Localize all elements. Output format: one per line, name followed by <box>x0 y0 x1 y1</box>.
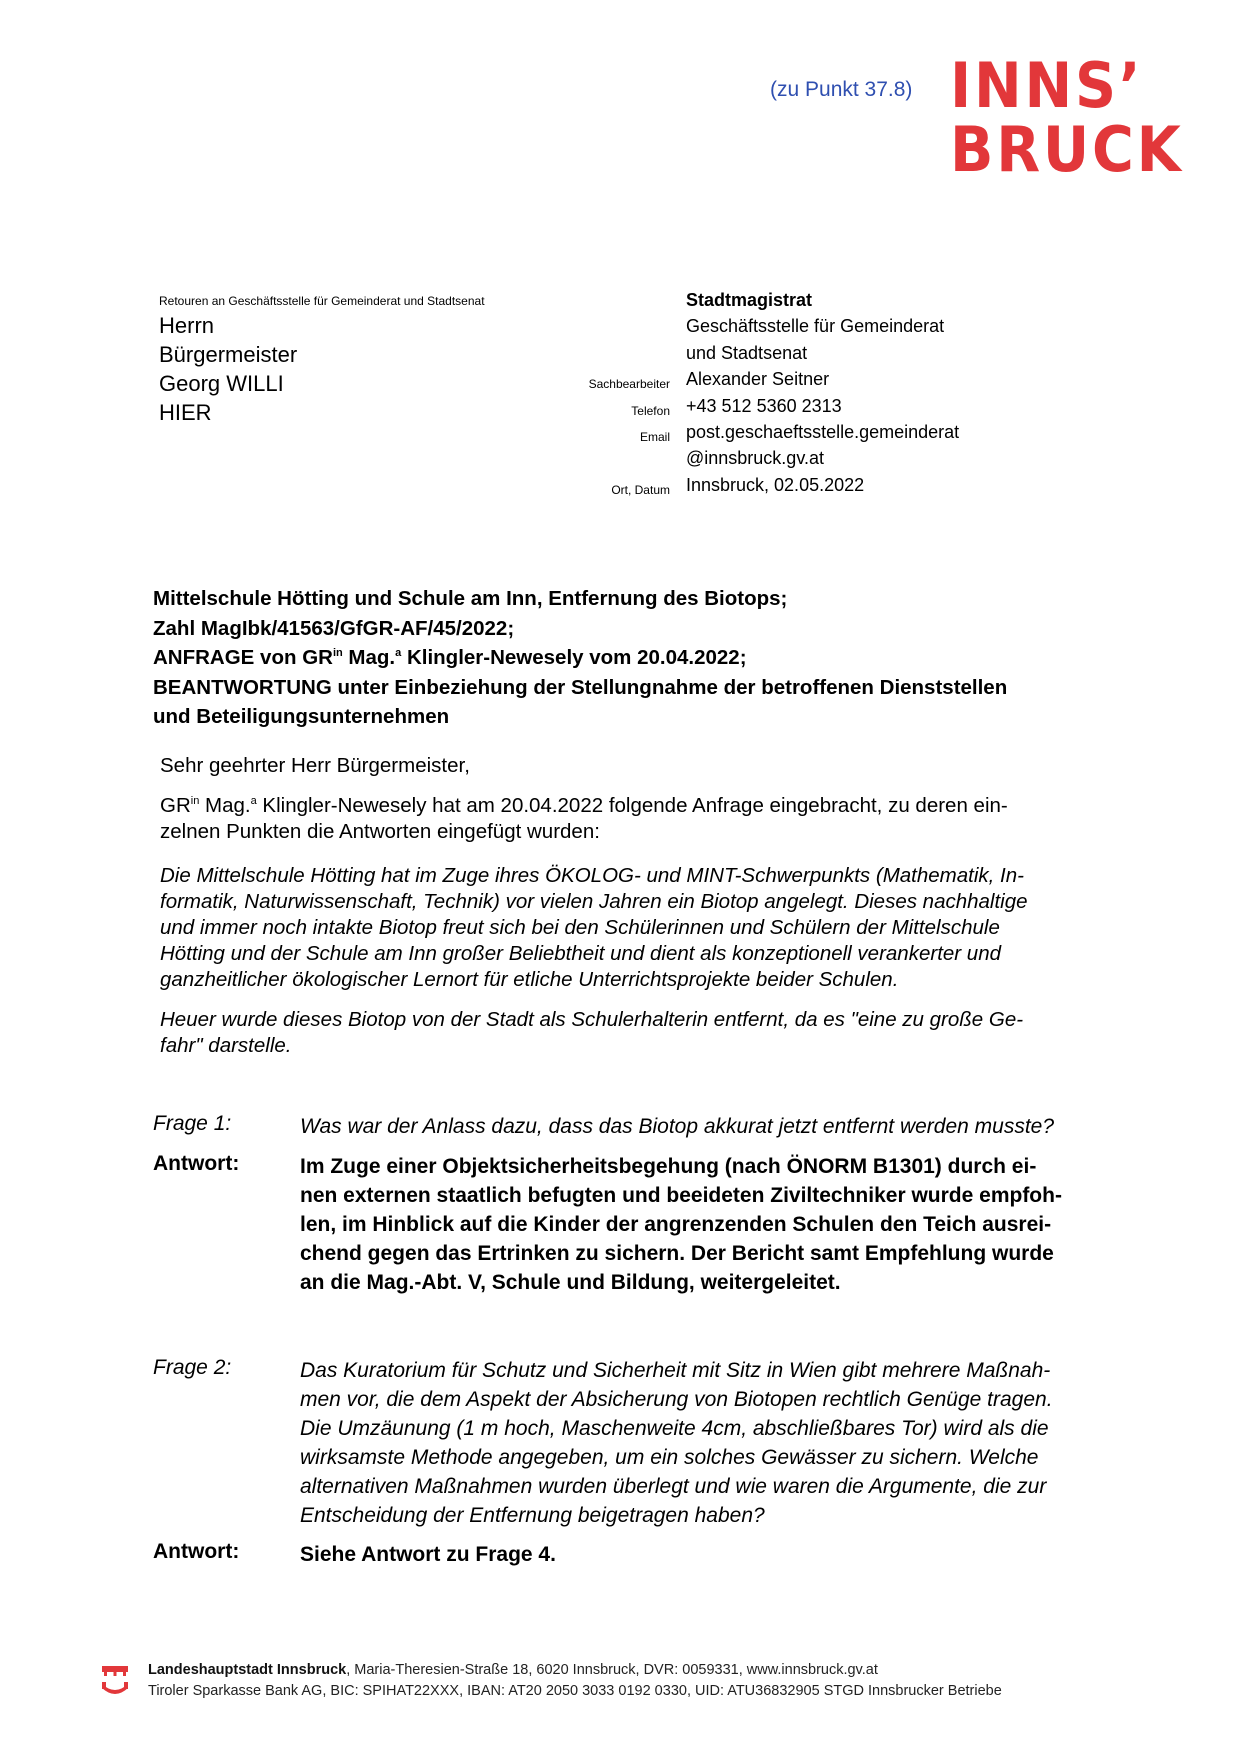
question-1-label: Frage 1: <box>153 1112 232 1135</box>
logo-line-2: BRUCK <box>950 113 1184 186</box>
recipient-line: Georg WILLI <box>159 371 284 396</box>
return-address-line: Retouren an Geschäftsstelle für Gemeinderat und Stadtsenat <box>159 294 485 308</box>
answer-2-label: Antwort: <box>153 1540 240 1563</box>
question-2-label: Frage 2: <box>153 1356 232 1379</box>
clerk-name: Alexander Seitner <box>686 369 830 390</box>
recipient-line: Herrn <box>159 313 215 338</box>
sender-department: und Stadtsenat <box>686 342 808 363</box>
place-date: Innsbruck, 02.05.2022 <box>686 474 865 495</box>
sender-block <box>588 287 960 498</box>
place-date-label: Ort, Datum <box>611 482 670 497</box>
intro-line: $GR^{in}$ Mag.$^a$ Klingler-Newesely hat am 20.04.2022 folgende Anfrage eingebracht, zu deren ein- <box>160 794 1008 817</box>
question-2-text: Das Kuratorium für Schutz und Sicherheit mit Sitz in Wien gibt mehrere Maßnah- men vor, die dem Aspekt der Absicherung von Biotopen rechtlich Genüge tragen. Die Umzäunung (1 m hoch, Maschenweite 4cm, abschließbares Tor) wird als die wirksamste Methode angegeben, um ein solches Gewässer zu sichern. Welche alternativen Maßnahmen wurden überlegt und wie waren die Argumente, die zur Entscheidung der Entfernung beigetragen haben? <box>300 1359 1053 1527</box>
phone-label: Telefon <box>631 403 670 418</box>
quote-line: Heuer wurde dieses Biotop von der Stadt als Schulerhalterin entfernt, da es "eine zu große Ge- <box>160 1008 1024 1031</box>
subject-block <box>153 584 1133 732</box>
intro-paragraph <box>160 793 1140 845</box>
subject-line: BEANTWORTUNG unter Einbeziehung der Stellungnahme der betroffenen Dienststellen <box>153 675 1008 699</box>
innsbruck-logo <box>950 49 1184 186</box>
quote-paragraph-1 <box>160 863 1140 993</box>
subject-line: ANFRAGE von $GR^{in}$ Mag.$^a$ Klingler-Newesely vom 20.04.2022; <box>153 646 747 669</box>
sender-office: Stadtmagistrat <box>686 290 813 310</box>
clerk-label: Sachbearbeiter <box>588 377 670 392</box>
sender-department: Geschäftsstelle für Gemeinderat <box>686 316 945 337</box>
quote-paragraph-2 <box>160 1007 1140 1059</box>
quote-line: fahr" darstelle. <box>160 1034 292 1057</box>
quote-line: formatik, Naturwissenschaft, Technik) vor vielen Jahren ein Biotop angelegt. Dieses nachhaltige <box>160 890 1028 913</box>
recipient-address <box>159 311 297 427</box>
email-label: Email <box>639 430 670 445</box>
question-1-text: Was war der Anlass dazu, dass das Biotop akkurat jetzt entfernt werden musste? <box>300 1115 1055 1138</box>
quote-line: und immer noch intakte Biotop freut sich bei den Schülerinnen und Schülern der Mittelschule <box>160 916 1000 939</box>
quote-line: Hötting und der Schule am Inn großer Beliebtheit und dient als konzeptionell verankerter und <box>160 942 1002 965</box>
subject-line: und Beteiligungsunternehmen <box>153 705 450 728</box>
intro-line: zelnen Punkten die Antworten eingefügt wurden: <box>160 820 600 843</box>
innsbruck-coat-of-arms-icon <box>100 1662 130 1702</box>
recipient-line: Bürgermeister <box>159 342 298 367</box>
quote-line: Die Mittelschule Hötting hat im Zuge ihres ÖKOLOG- und MINT-Schwerpunkts (Mathematik, In- <box>160 864 1024 887</box>
subject-line: Mittelschule Hötting und Schule am Inn, Entfernung des Biotops; <box>153 587 788 610</box>
phone-number: +43 512 5360 2313 <box>686 395 842 416</box>
recipient-line: HIER <box>159 400 212 425</box>
answer-2-text: Siehe Antwort zu Frage 4. <box>300 1543 556 1566</box>
salutation: Sehr geehrter Herr Bürgermeister, <box>160 754 470 777</box>
subject-line: Zahl MagIbk/41563/GfGR-AF/45/2022; <box>153 616 515 640</box>
email-address[interactable]: post.geschaeftsstelle.gemeinderat <box>686 422 960 443</box>
reference-note: (zu Punkt 37.8) <box>770 78 913 101</box>
footer-line-1: Landeshauptstadt Innsbruck, Maria-Theresien-Straße 18, 6020 Innsbruck, DVR: 0059331, www.innsbruck.gv.at <box>148 1662 878 1678</box>
answer-1-label: Antwort: <box>153 1152 240 1175</box>
logo-line-1: INNS’ <box>950 49 1144 122</box>
quote-line: ganzheitlicher ökologischer Lernort für etliche Unterrichtsprojekte beider Schulen. <box>160 968 899 991</box>
footer-line-2: Tiroler Sparkasse Bank AG, BIC: SPIHAT22XXX, IBAN: AT20 2050 3033 0192 0330, UID: ATU36832905 STGD Innsbrucker Betriebe <box>148 1683 1002 1699</box>
answer-1-text: Im Zuge einer Objektsicherheitsbegehung (nach ÖNORM B1301) durch ei- nen externen staatlich befugten und beeideten Ziviltechniker wurde empfoh- len, im Hinblick auf die Kinder der angrenzenden Schulen den Teich ausrei- chend gegen das Ertrinken zu sichern. Der Bericht samt Empfehlung wurde an die Mag.-Abt. V, Schule und Bildung, weitergeleitet. <box>300 1155 1062 1294</box>
email-address-continued[interactable]: @innsbruck.gv.at <box>686 448 824 469</box>
